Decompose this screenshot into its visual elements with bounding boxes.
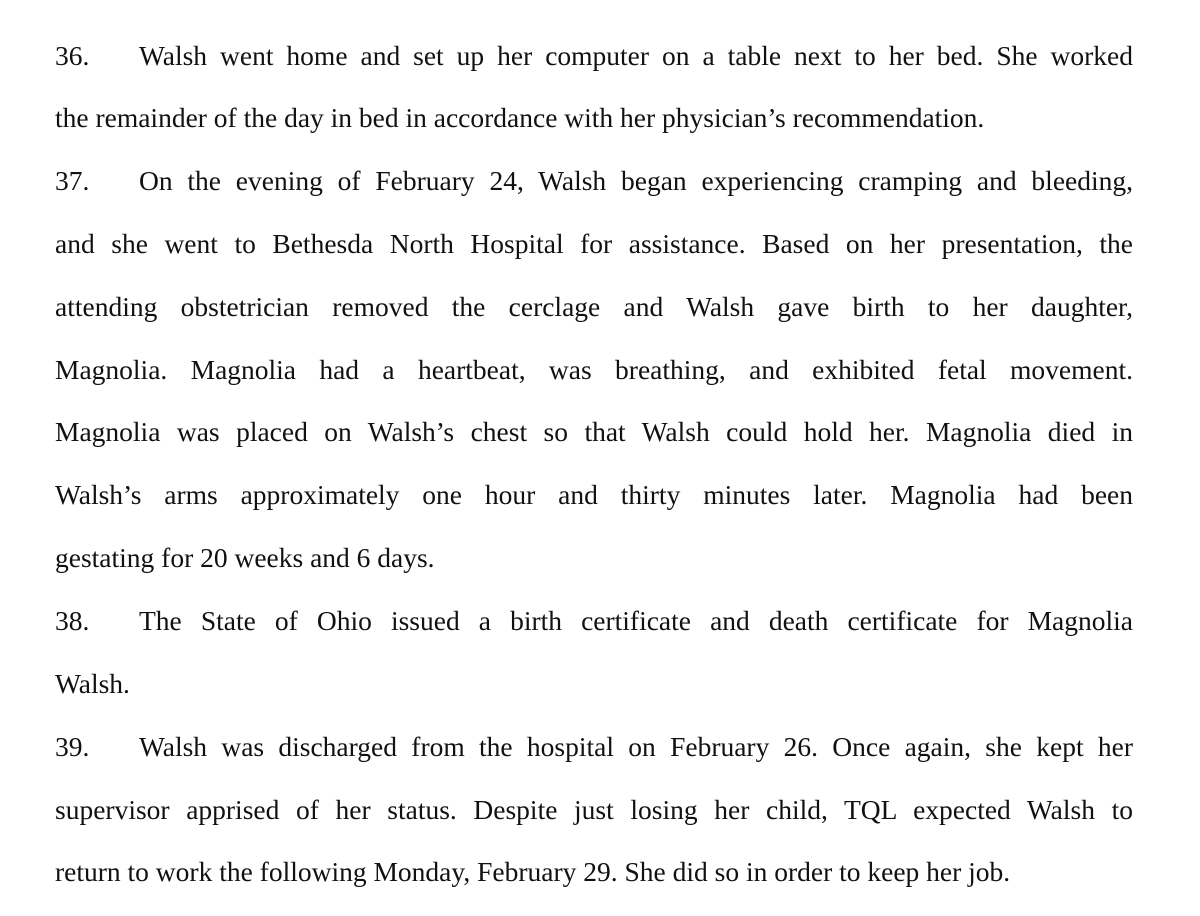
paragraph-text: On the evening of February 24, Walsh began experiencing cramping and bleeding,: [139, 165, 1133, 196]
paragraph-36-line-1: [55, 36, 1133, 76]
paragraph-37-line-3: [55, 287, 1133, 327]
paragraph-37-line-2: [55, 224, 1133, 264]
paragraph-text: return to work the following Monday, February 29. She did so in order to keep her job.: [55, 856, 1011, 887]
paragraph-37-line-7: [55, 538, 1133, 578]
paragraph-text: Magnolia was placed on Walsh’s chest so that Walsh could hold her. Magnolia died in: [55, 416, 1133, 447]
paragraph-37-line-1: [55, 161, 1133, 201]
paragraph-text: and she went to Bethesda North Hospital for assistance. Based on her presentation, the: [55, 228, 1133, 259]
paragraph-text: Walsh went home and set up her computer on a table next to her bed. She worked: [139, 40, 1133, 71]
paragraph-number: 36.: [55, 40, 90, 71]
paragraph-39-line-2: [55, 790, 1133, 830]
paragraph-text: gestating for 20 weeks and 6 days.: [55, 542, 435, 573]
paragraph-text: Walsh was discharged from the hospital on February 26. Once again, she kept her: [139, 731, 1133, 762]
paragraph-text: attending obstetrician removed the cerclage and Walsh gave birth to her daughter,: [55, 291, 1133, 322]
paragraph-text: Walsh’s arms approximately one hour and thirty minutes later. Magnolia had been: [55, 479, 1133, 510]
paragraph-text: Magnolia. Magnolia had a heartbeat, was breathing, and exhibited fetal movement.: [55, 354, 1133, 385]
paragraph-text: supervisor apprised of her status. Despite just losing her child, TQL expected Walsh to: [55, 794, 1133, 825]
paragraph-37-line-5: [55, 412, 1133, 452]
paragraph-number: 38.: [55, 605, 90, 636]
paragraph-number: 37.: [55, 165, 90, 196]
paragraph-number: 39.: [55, 731, 90, 762]
paragraph-38-line-2: [55, 664, 1133, 704]
paragraph-36-line-2: [55, 98, 1133, 138]
paragraph-38-line-1: [55, 601, 1133, 641]
paragraph-39-line-1: [55, 727, 1133, 767]
paragraph-text: The State of Ohio issued a birth certificate and death certificate for Magnolia: [139, 605, 1133, 636]
paragraph-39-line-3: [55, 852, 1133, 892]
paragraph-text: the remainder of the day in bed in accordance with her physician’s recommendation.: [55, 102, 985, 133]
paragraph-text: Walsh.: [55, 668, 130, 699]
paragraph-37-line-6: [55, 475, 1133, 515]
paragraph-37-line-4: [55, 350, 1133, 390]
